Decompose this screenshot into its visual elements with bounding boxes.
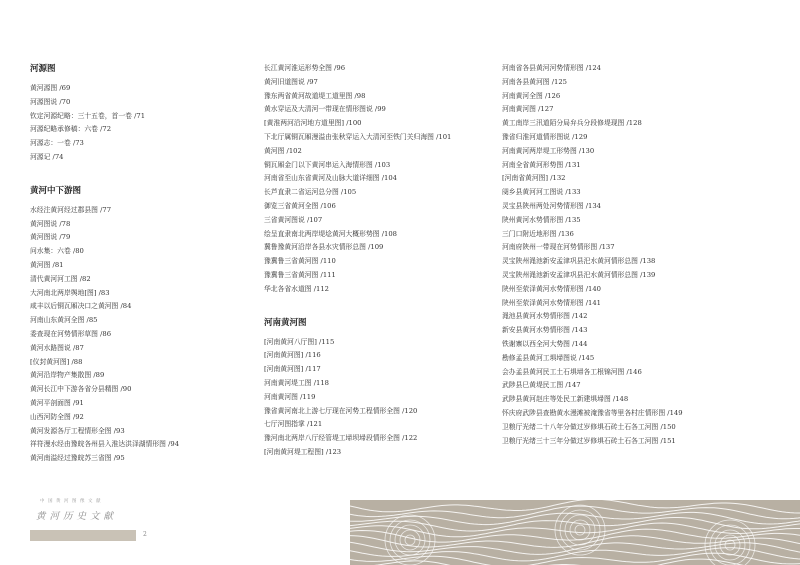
toc-entry: 三门口附近地形图 /136	[502, 229, 574, 238]
toc-entry: 咸丰以后铜瓦厢决口之黄河图 /84	[30, 302, 132, 311]
toc-entry: 河南山东黄河全图 /85	[30, 316, 98, 325]
toc-entry: [河南省黄河图] /132	[502, 174, 566, 183]
series-brand	[30, 498, 160, 546]
toc-entry: [仪封黄河图] /88	[30, 357, 83, 366]
toc-entry: 陕州黄河水势情形图 /135	[502, 215, 581, 224]
toc-entry: [黄淮两河沿河地方道里图] /100	[264, 119, 362, 128]
toc-column-1	[30, 62, 245, 466]
swirl-ring	[405, 535, 415, 545]
entry-list	[502, 62, 792, 448]
toc-entry: 会办孟县黄河民工土石埧埽各工根锦河图 /146	[502, 367, 642, 376]
swirl-ring	[570, 520, 590, 540]
toc-entry: 委查现在河势情形草图 /86	[30, 329, 112, 338]
toc-entry: 问水集：六卷 /80	[30, 247, 84, 256]
toc-entry: 河源志：一卷 /73	[30, 139, 84, 148]
toc-entry: 河南黄河图 /119	[264, 392, 316, 401]
toc-entry: 河南黄河堤工图 /118	[264, 378, 330, 387]
toc-entry: 黄河南溢经过豫皖苏三省图 /95	[30, 454, 125, 463]
swirl-ring	[390, 520, 430, 560]
toc-entry: 河南黄河全图 /126	[502, 91, 561, 100]
toc-entry: 河源图说 /70	[30, 97, 71, 106]
toc-entry: 三省黄河图说 /107	[264, 215, 323, 224]
toc-entry: 豫省黄河南北上游七厅现在河势工程情形全图 /120	[264, 406, 418, 415]
toc-entry: 长芦直隶二省运河总分图 /105	[264, 188, 357, 197]
toc-entry: 黄河图 /102	[264, 146, 302, 155]
toc-entry: 黄工南岸三汛道陌分局弁兵分段修堤现图 /128	[502, 119, 642, 128]
entry-list	[264, 336, 494, 460]
entry-list	[264, 62, 494, 297]
toc-entry: 河源纪略承修稿：六卷 /72	[30, 125, 112, 134]
toc-entry: 黄河图说 /79	[30, 233, 71, 242]
toc-entry: 冀鲁豫黄河沿岸各县水灾情形总图 /109	[264, 243, 384, 252]
toc-entry: 铁谢寨以西全河大势图 /144	[502, 339, 588, 348]
toc-entry: 灵宝陕州渑池新安孟津巩县汜水黄河情形总图 /138	[502, 257, 656, 266]
toc-entry: [河南黄河八厅图] /115	[264, 337, 335, 346]
toc-entry: 黄河旧道图说 /97	[264, 77, 318, 86]
brand-bar	[30, 530, 136, 541]
toc-entry: 河源记 /74	[30, 152, 64, 161]
toc-entry: 武陟县黄河赵庄等处民工新建埧埽图 /148	[502, 395, 629, 404]
toc-entry: 黄河沿岸物产集散图 /89	[30, 371, 105, 380]
toc-entry: 勘修孟县黄河工埧埽图说 /145	[502, 353, 595, 362]
entry-list	[30, 204, 245, 466]
toc-entry: 绘呈直隶南北两岸堤埝黄河大概形势图 /108	[264, 229, 397, 238]
toc-entry: 大河南北两岸舆地[图] /83	[30, 288, 110, 297]
toc-entry: 铜瓦厢金门以下黄河串运入海情形图 /103	[264, 160, 391, 169]
toc-entry: 黄河图说 /78	[30, 219, 71, 228]
toc-entry: 黄河水路图说 /87	[30, 343, 84, 352]
toc-entry: 长江黄河淮运形势全图 /96	[264, 64, 346, 72]
toc-entry: 河南府陕州一带现在河势情形图 /137	[502, 243, 615, 252]
toc-entry: [河南黄河图] /117	[264, 365, 321, 374]
swirl-ring	[555, 505, 605, 555]
toc-entry: 灵宝陕州渑池新安孟津巩县汜水黄河情形总图 /139	[502, 270, 656, 279]
toc-entry: 卫粮厅光绪二十八年分做过岁修埧石砖土石各工河图 /150	[502, 422, 676, 431]
toc-entry: 清代黄河河工图 /82	[30, 274, 91, 283]
toc-entry: 水经注黄河经过郡县图 /77	[30, 205, 112, 214]
wave-line	[350, 506, 800, 519]
toc-entry: 灵宝县陕州两处河势情形图 /134	[502, 201, 601, 210]
toc-entry: 七厅河图指掌 /121	[264, 420, 323, 429]
toc-entry: 阌乡县黄河河工图说 /133	[502, 188, 581, 197]
toc-entry: 卫粮厅光绪三十三年分做过岁修埧石砖土石各工河图 /151	[502, 436, 676, 445]
series-subtitle: 中国黄河图像文献	[40, 499, 104, 504]
toc-column-3	[502, 62, 792, 448]
toc-entry: 豫东两省黄河故道堤工道里图 /98	[264, 91, 366, 100]
toc-column-2	[264, 62, 494, 460]
series-title: 黄河历史文献	[36, 511, 118, 522]
wave-pattern-icon	[350, 500, 800, 565]
toc-entry: 黄河长江中下游各省分县精图 /90	[30, 385, 132, 394]
section-title: 河南黄河图	[264, 317, 307, 328]
section-title: 黄河中下游图	[30, 185, 82, 196]
toc-entry: 豫河南北两岸八厅经管堤工埽坝埽段情形全图 /122	[264, 434, 418, 443]
toc-entry: 河南黄河两岸堤工形势图 /130	[502, 146, 595, 155]
swirl-ring	[565, 515, 595, 545]
toc-entry: 下北厅属铜瓦厢漫溢由张秋穿运入大清河至铁门关归海图 /101	[264, 132, 452, 141]
toc-entry: 新安县黄河水势情形图 /143	[502, 326, 588, 335]
swirl-ring	[725, 540, 735, 550]
toc-entry: 豫冀鲁三省黄河图 /110	[264, 257, 336, 266]
section-title: 河源图	[30, 64, 56, 74]
toc-entry: [河南黄河堤工程图] /123	[264, 447, 342, 456]
toc-entry: 山西河防全图 /92	[30, 412, 84, 421]
toc-entry: 河南省各县黄河河势情形图 /124	[502, 64, 601, 72]
toc-entry: 黄河发源各厅工程情形全图 /93	[30, 426, 125, 435]
toc-entry: 黄河图 /81	[30, 260, 64, 269]
toc-entry: 祥符漫水经由豫皖各州县入淮达洪泽湖情形图 /94	[30, 440, 180, 449]
toc-entry: 豫冀鲁三省黄河图 /111	[264, 270, 336, 279]
toc-entry: 怀庆府武陟县查勘黄水漫滩被淹豫省等里各村庄情形图 /149	[502, 408, 683, 417]
toc-entry: 豫省归淮河道情形图说 /129	[502, 132, 588, 141]
toc-entry: 河南黄河图 /127	[502, 105, 554, 114]
toc-entry: 渑池县黄河水势情形图 /142	[502, 312, 588, 321]
entry-list	[30, 82, 245, 165]
wave-decoration	[350, 500, 800, 565]
page-number: 2	[143, 531, 147, 538]
toc-entry: 黄河平剖面图 /91	[30, 398, 84, 407]
swirl-ring	[575, 525, 585, 535]
toc-entry: 河南全省黄河形势图 /131	[502, 160, 581, 169]
toc-entry: 武陟县巳黄堤民工图 /147	[502, 381, 581, 390]
toc-entry: 黄水穿运及大清河一带现在情形图说 /99	[264, 105, 386, 114]
toc-entry: 陕州至荥泽黄河水势情形图 /140	[502, 284, 601, 293]
toc-entry: 钦定河源纪略：三十五卷，首一卷 /71	[30, 111, 146, 120]
toc-entry: 陕州至荥泽黄河水势情形图 /141	[502, 298, 601, 307]
toc-entry: 河南省至山东省黄河及山脉大道详细图 /104	[264, 174, 397, 183]
toc-entry: 华北各省水道图 /112	[264, 284, 330, 293]
toc-entry: 御览三省黄河全图 /106	[264, 201, 336, 210]
toc-entry: 黄河源图 /69	[30, 84, 71, 92]
toc-entry: 河南各县黄河图 /125	[502, 77, 568, 86]
toc-entry: [河南黄河图] /116	[264, 351, 321, 360]
